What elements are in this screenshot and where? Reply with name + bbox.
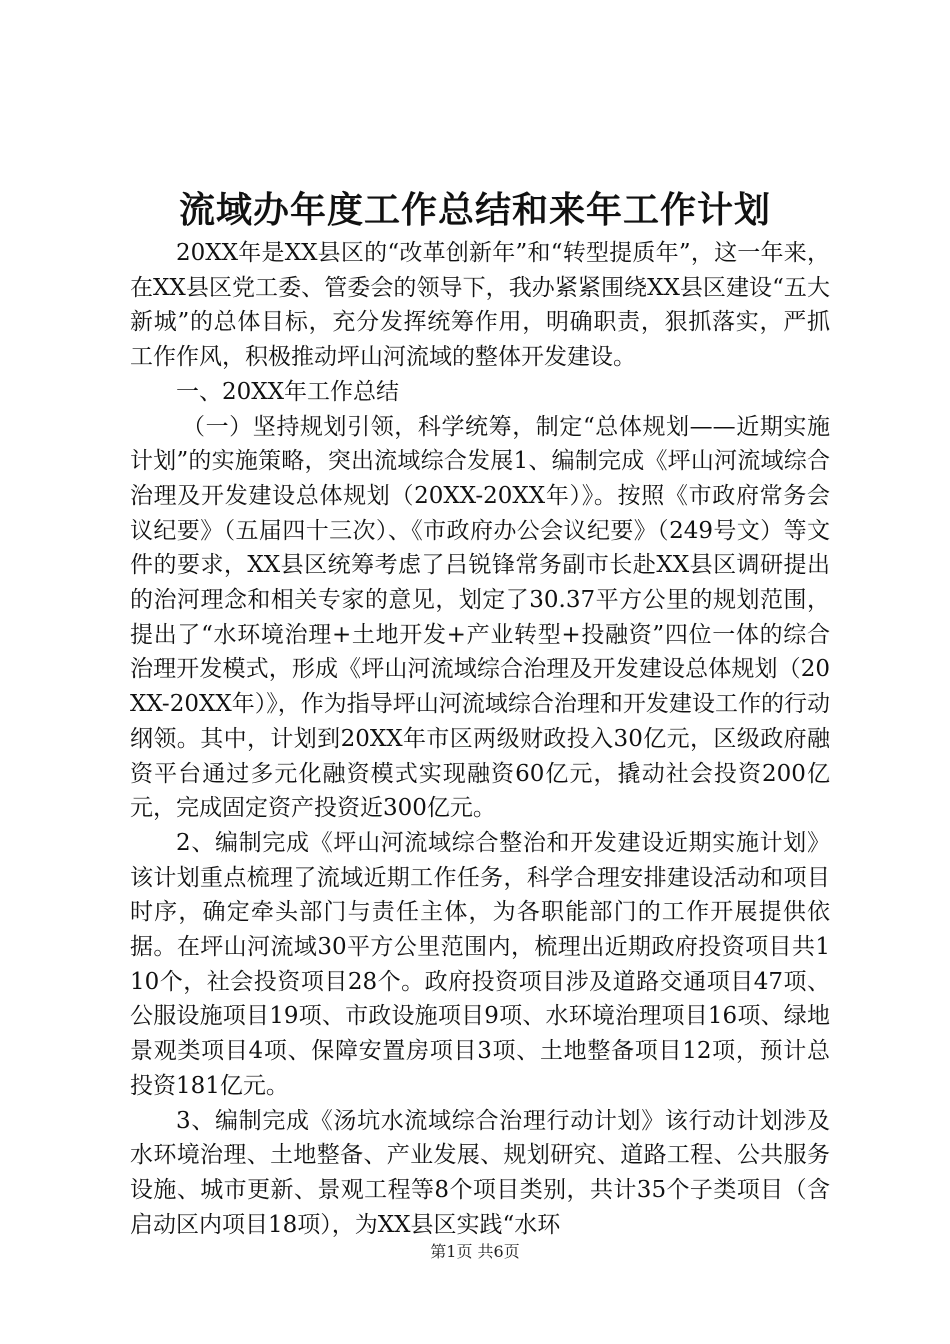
paragraph-item-3: 3、编制完成《汤坑水流域综合治理行动计划》该行动计划涉及水环境治理、土地整备、产业发展、规划研究、道路工程、公共服务设施、城市更新、景观工程等8个项目类别，共计35个子类项目（含启动区内项目18项），为XX县区实践“水环 xyxy=(130,1107,830,1238)
paragraph-item-2: 2、编制完成《坪山河流域综合整治和开发建设近期实施计划》该计划重点梳理了流域近期工作任务，科学合理安排建设活动和项目时序，确定牵头部门与责任主体，为各职能部门的工作开展提供依据。在坪山河流域30平方公里范围内，梳理出近期政府投资项目共110个，社会投资项目28个。政府投资项目涉及道路交通项目47项、公服设施项目19项、市政设施项目9项、水环境治理项目16项、绿地景观类项目4项、保障安置房项目3项、土地整备项目12项，预计总投资181亿元。 xyxy=(130,829,830,1099)
page-number-footer: 第1页 共6页 xyxy=(430,1242,520,1261)
paragraph-intro: 20XX年是XX县区的“改革创新年”和“转型提质年”，这一年来，在XX县区党工委、管委会的领导下，我办紧紧围绕XX县区建设“五大新城”的总体目标，充分发挥统筹作用，明确职责，狠抓落实，严抓工作作风，积极推动坪山河流域的整体开发建设。 xyxy=(130,240,830,371)
document-body xyxy=(130,236,830,1242)
document-title: 流域办年度工作总结和来年工作计划 xyxy=(178,189,771,231)
section-heading: 一、20XX年工作总结 xyxy=(176,378,400,405)
paragraph-planning: （一）坚持规划引领，科学统筹，制定“总体规划——近期实施计划”的实施策略，突出流域综合发展1、编制完成《坪山河流域综合治理及开发建设总体规划（20XX-20XX年）》。按照《市政府常务会议纪要》（五届四十三次）、《市政府办公会议纪要》（249号文）等文件的要求，XX县区统筹考虑了吕锐锋常务副市长赴XX县区调研提出的治河理念和相关专家的意见，划定了30.37平方公里的规划范围，提出了“水环境治理+土地开发+产业转型+投融资”四位一体的综合治理开发模式，形成《坪山河流域综合治理及开发建设总体规划（20XX-20XX年）》，作为指导坪山河流域综合治理和开发建设工作的行动纲领。其中，计划到20XX年市区两级财政投入30亿元，区级政府融资平台通过多元化融资模式实现融资60亿元，撬动社会投资200亿元，完成固定资产投资近300亿元。 xyxy=(130,413,830,822)
